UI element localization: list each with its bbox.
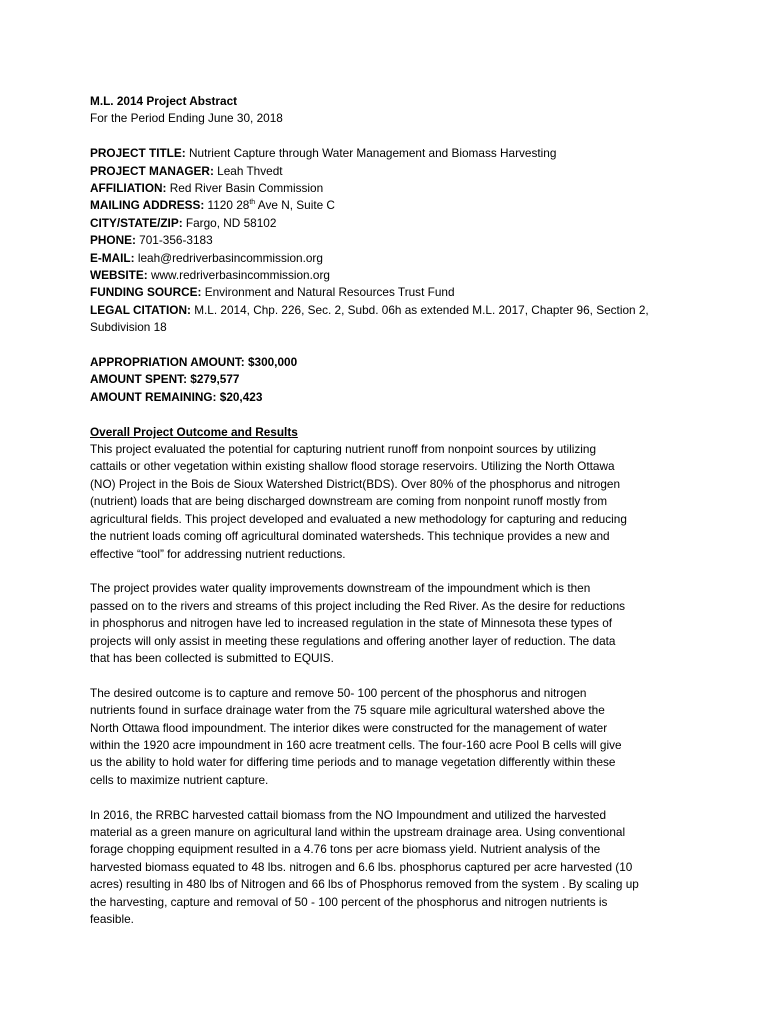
paragraph-line: in phosphorus and nitrogen have led to increased regulation in the state of Minnesota these types of	[90, 616, 613, 631]
city-state-zip-row	[90, 215, 690, 232]
email-value[interactable]: leah@redriverbasincommission.org	[137, 250, 323, 265]
paragraph-4	[90, 807, 690, 929]
paragraph-line: This project evaluated the potential for capturing nutrient runoff from nonpoint sources by utilizing	[90, 442, 597, 457]
paragraph-line: feasible.	[90, 912, 134, 926]
affiliation-value: Red River Basin Commission	[169, 181, 324, 196]
funding-source-value: Environment and Natural Resources Trust Fund	[204, 285, 455, 300]
reporting-period: For the Period Ending June 30, 2018	[90, 111, 283, 126]
paragraph-line: In 2016, the RRBC harvested cattail biomass from the NO Impoundment and utilized the harvested	[90, 807, 607, 822]
address-number: 1120 28	[207, 198, 250, 213]
paragraph-line: within the 1920 acre impoundment in 160 acre treatment cells. The four-160 acre Pool B cells will give	[90, 737, 622, 752]
legal-citation-label: LEGAL CITATION:	[90, 302, 191, 317]
website-row	[90, 267, 690, 284]
project-title-row	[90, 145, 690, 162]
paragraph-line: effective “tool” for addressing nutrient reductions.	[90, 546, 346, 561]
project-title-label: PROJECT TITLE:	[90, 146, 186, 161]
mailing-address-row	[90, 197, 690, 214]
email-row	[90, 250, 690, 267]
funding-source-row	[90, 284, 690, 301]
affiliation-label: AFFILIATION:	[90, 181, 167, 196]
legal-citation-row	[90, 302, 690, 319]
phone-value: 701-356-3183	[139, 233, 213, 248]
paragraph-line: The desired outcome is to capture and remove 50- 100 percent of the phosphorus and nitrogen	[90, 685, 587, 700]
paragraph-line: acres) resulting in 480 lbs of Nitrogen and 66 lbs of Phosphorus removed from the system . By scaling up	[90, 877, 639, 892]
funding-source-label: FUNDING SOURCE:	[90, 285, 202, 300]
project-manager-label: PROJECT MANAGER:	[90, 163, 214, 178]
mailing-address-label: MAILING ADDRESS:	[90, 198, 205, 213]
legal-citation-continued: Subdivision 18	[90, 320, 167, 335]
city-state-zip-label: CITY/STATE/ZIP:	[90, 215, 183, 230]
amount-spent: AMOUNT SPENT: $279,577	[90, 372, 240, 387]
paragraph-3	[90, 685, 690, 789]
paragraph-line: (nutrient) loads that are being discharged downstream are coming from nonpoint runoff mostly from	[90, 494, 608, 509]
appropriation-amount: APPROPRIATION AMOUNT: $300,000	[90, 355, 298, 370]
website-value[interactable]: www.redriverbasincommission.org	[150, 268, 330, 283]
project-manager-value: Leah Thvedt	[217, 163, 283, 178]
legal-citation-value: M.L. 2014, Chp. 226, Sec. 2, Subd. 06h as extended M.L. 2017, Chapter 96, Section 2,	[194, 302, 649, 317]
email-label: E-MAIL:	[90, 250, 135, 265]
paragraph-line: The project provides water quality improvements downstream of the impoundment which is then	[90, 581, 591, 596]
paragraph-line: North Ottawa flood impoundment. The interior dikes were constructed for the management of water	[90, 720, 608, 735]
paragraph-line: that has been collected is submitted to EQUIS.	[90, 650, 334, 665]
phone-label: PHONE:	[90, 233, 136, 248]
project-manager-row	[90, 163, 690, 180]
paragraph-line: us the ability to hold water for differing time periods and to manage vegetation differently within these	[90, 755, 616, 770]
affiliation-row	[90, 180, 690, 197]
paragraph-line: cells to maximize nutrient capture.	[90, 772, 269, 787]
city-state-zip-value: Fargo, ND 58102	[185, 215, 277, 230]
address-ordinal: th	[249, 199, 256, 207]
paragraph-line: nutrients found in surface drainage water from the 75 square mile agricultural watershed above the	[90, 703, 605, 718]
paragraph-1	[90, 441, 690, 563]
paragraph-line: the harvesting, capture and removal of 50 - 100 percent of the phosphorus and nitrogen nutrients is	[90, 894, 608, 909]
document-page	[90, 93, 690, 928]
website-label: WEBSITE:	[90, 268, 148, 283]
section-heading: Overall Project Outcome and Results	[90, 424, 298, 439]
paragraph-line: cattails or other vegetation within existing shallow flood storage reservoirs. Utilizing the North Ottawa	[90, 459, 615, 474]
address-street: Ave N, Suite C	[255, 198, 335, 213]
phone-row	[90, 232, 690, 249]
paragraph-line: (NO) Project in the Bois de Sioux Watershed District(BDS). Over 80% of the phosphorus and nitrogen	[90, 476, 621, 491]
paragraph-2	[90, 580, 690, 667]
paragraph-line: forage chopping equipment resulted in a 4.76 tons per acre biomass yield. Nutrient analysis of the	[90, 842, 601, 857]
paragraph-line: passed on to the rivers and streams of this project including the Red River. As the desire for reductions	[90, 598, 626, 613]
amount-remaining: AMOUNT REMAINING: $20,423	[90, 389, 263, 404]
mailing-address-value	[208, 198, 335, 212]
document-title: M.L. 2014 Project Abstract	[90, 94, 238, 108]
paragraph-line: harvested biomass equated to 48 lbs. nitrogen and 6.6 lbs. phosphorus captured per acre harvested (10	[90, 859, 633, 874]
paragraph-line: material as a green manure on agricultural land within the upstream drainage area. Using conventional	[90, 824, 626, 839]
paragraph-line: the nutrient loads coming off agricultural dominated watersheds. This technique provides a new and	[90, 529, 610, 544]
paragraph-line: agricultural fields. This project developed and evaluated a new methodology for capturing and reducing	[90, 511, 627, 526]
paragraph-line: projects will only assist in meeting these regulations and offering another layer of reduction. The data	[90, 633, 616, 648]
project-title-value: Nutrient Capture through Water Management and Biomass Harvesting	[188, 146, 557, 161]
